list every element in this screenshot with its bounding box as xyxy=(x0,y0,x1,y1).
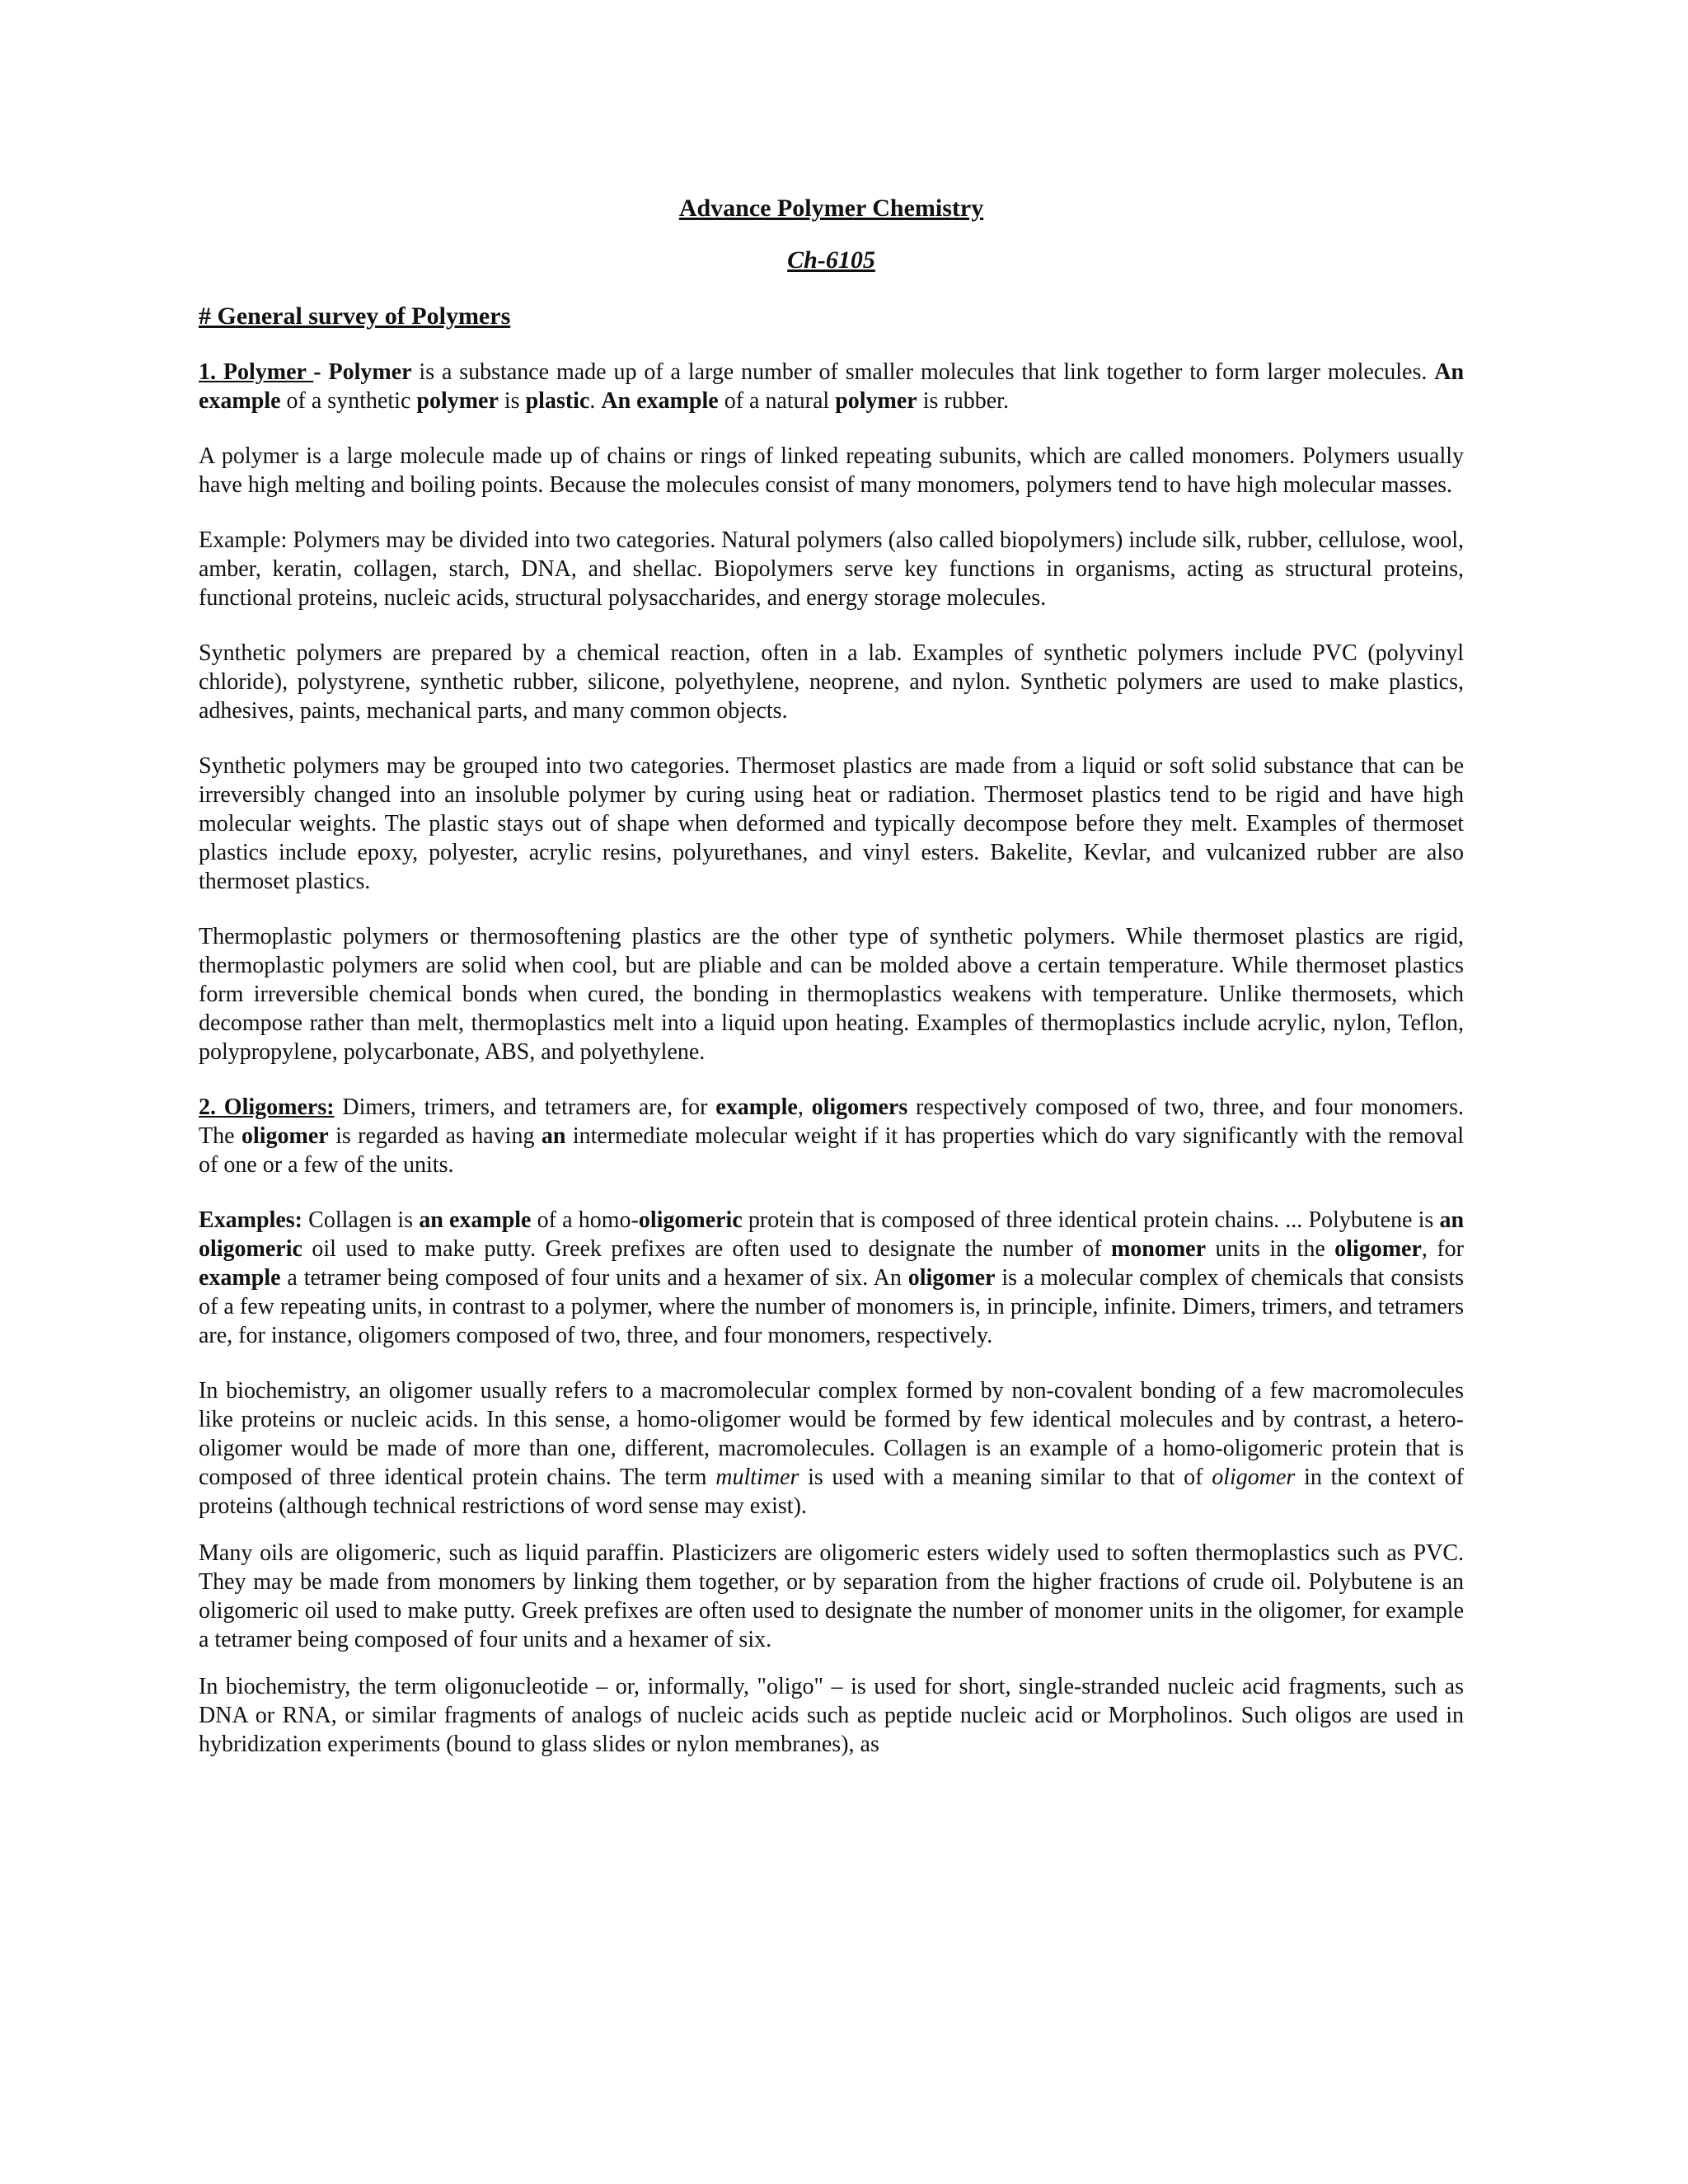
paragraph-thermoplastic-polymers: Thermoplastic polymers or thermosoftening plastics are the other type of synthetic polymers. While thermoset plastics are rigid, thermoplastic polymers are solid when cool, but are pliable and can be molded above a certain temperature. While thermoset plastics form irreversible chemical bonds when cured, the bonding in thermoplastics weakens with temperature. Unlike thermosets, which decompose rather than melt, thermoplastics melt into a liquid upon heating. Examples of thermoplastics include acrylic, nylon, Teflon, polypropylene, polycarbonate, ABS, and polyethylene. xyxy=(199,924,1464,1065)
course-code: Ch-6105 xyxy=(787,246,875,274)
body-text: of a synthetic xyxy=(280,388,417,414)
body-text: Collagen is xyxy=(302,1207,420,1233)
body-text: a tetramer being composed of four units and a hexamer of six. An xyxy=(280,1265,908,1291)
paragraph-thermoset-plastics: Synthetic polymers may be grouped into two categories. Thermoset plastics are made from a liquid or soft solid substance that can be irreversibly changed into an insoluble polymer by curing using heat or radiation. Thermoset plastics tend to be rigid and have high molecular weights. The plastic stays out of shape when deformed and typically decompose before they melt. Examples of thermoset plastics include epoxy, polyester, acrylic resins, polyurethanes, and vinyl esters. Bakelite, Kevlar, and vulcanized rubber are also thermoset plastics. xyxy=(199,753,1464,894)
bold-term: oligomer xyxy=(907,1265,996,1291)
body-text: units in the xyxy=(1206,1236,1335,1262)
body-text: respectively composed of two, three, and four monomers. The xyxy=(199,1094,1464,1149)
bold-term: an example xyxy=(419,1207,532,1233)
body-text: oil used to make putty. Greek prefixes are often used to designate the number of xyxy=(302,1236,1111,1262)
body-text: , xyxy=(797,1094,812,1120)
paragraph-oligomers xyxy=(199,1093,1464,1179)
body-text: is a molecular complex of chemicals that consists of a few repeating units, in contrast to a polymer, where the number of monomers is, in principle, infinite. Dimers, trimers, and tetramers are, for instance, oligomers composed of two, three, and four monomers, respectively. xyxy=(199,1265,1464,1348)
body-text: is rubber. xyxy=(917,388,1009,414)
oligomers-lead-heading: 2. Oligomers: xyxy=(199,1094,335,1120)
bold-term: oligomeric xyxy=(638,1207,743,1233)
bold-term: example xyxy=(715,1094,798,1120)
body-text: . xyxy=(589,388,602,414)
body-text: of a homo- xyxy=(531,1207,639,1233)
bold-term: polymer xyxy=(416,388,499,414)
bold-term: polymer xyxy=(835,388,917,414)
body-text: is xyxy=(498,388,526,414)
paragraph-oligonucleotide: In biochemistry, the term oligonucleotide – or, informally, "oligo" – is used for short, single-stranded nucleic acid fragments, such as DNA or RNA, or similar fragments of analogs of nucleic acids such as peptide nucleic acid or Morpholinos. Such oligos are used in hybridization experiments (bound to glass slides or nylon membranes), as xyxy=(199,1674,1464,1757)
section-heading: # General survey of Polymers xyxy=(199,302,511,330)
bold-term: an xyxy=(1439,1207,1465,1233)
body-text: protein that is composed of three identical protein chains. ... Polybutene is xyxy=(742,1207,1440,1233)
bold-term: An example xyxy=(199,359,1465,414)
bold-term: example xyxy=(199,1265,281,1291)
bold-term: an xyxy=(541,1123,566,1149)
body-text: in the context of proteins (although technical restrictions of word sense may exist). xyxy=(199,1465,1464,1519)
bold-term: An example xyxy=(601,388,719,414)
italic-term: oligomer xyxy=(1212,1465,1296,1490)
body-text: In biochemistry, an oligomer usually refers to a macromolecular complex formed by non-covalent bonding of a few macromolecules like proteins or nucleic acids. In this sense, a homo-oligomer would be formed by few identical molecules and by contrast, a hetero-oligomer would be made of more than one, different, macromolecules. Collagen is an example of a homo-oligomeric protein that is composed of three identical protein chains. The term xyxy=(199,1378,1464,1490)
paragraph-polymer-definition xyxy=(199,358,1464,415)
paragraph-biochemistry-oligomer xyxy=(199,1376,1464,1521)
paragraph-polymer-structure: A polymer is a large molecule made up of chains or rings of linked repeating subunits, which are called monomers. Polymers usually have high melting and boiling points. Because the molecules consist of many monomers, polymers tend to have high molecular masses. xyxy=(199,443,1464,498)
body-text: is used with a meaning similar to that of xyxy=(799,1465,1212,1490)
bold-term: oligomeric xyxy=(199,1236,302,1262)
body-text: of a natural xyxy=(718,388,836,414)
bold-term: monomer xyxy=(1110,1236,1207,1262)
examples-lead-heading: Examples: xyxy=(199,1207,302,1233)
paragraph-natural-polymers: Example: Polymers may be divided into two categories. Natural polymers (also called biopolymers) include silk, rubber, cellulose, wool, amber, keratin, collagen, starch, DNA, and shellac. Biopolymers serve key functions in organisms, acting as structural proteins, functional proteins, nucleic acids, structural polysaccharides, and energy storage molecules. xyxy=(199,527,1464,611)
bold-term: oligomers xyxy=(811,1094,908,1120)
body-text: intermediate molecular weight if it has properties which do vary significantly with the removal of one or a few of the units. xyxy=(199,1123,1465,1178)
paragraph-oligomer-examples xyxy=(199,1206,1464,1350)
paragraph-oligomeric-oils: Many oils are oligomeric, such as liquid paraffin. Plasticizers are oligomeric esters widely used to soften thermoplastics such as PVC. They may be made from monomers by linking them together, or by separation from the higher fractions of crude oil. Polybutene is an oligomeric oil used to make putty. Greek prefixes are often used to designate the number of monomer units in the oligomer, for example a tetramer being composed of four units and a hexamer of six. xyxy=(199,1540,1464,1652)
body-text: Dimers, trimers, and tetramers are, for xyxy=(334,1094,716,1120)
paragraph-synthetic-polymers: Synthetic polymers are prepared by a chemical reaction, often in a lab. Examples of synthetic polymers include PVC (polyvinyl chloride), polystyrene, synthetic rubber, silicone, polyethylene, neoprene, and nylon. Synthetic polymers are used to make plastics, adhesives, paints, mechanical parts, and many common objects. xyxy=(199,640,1464,724)
polymer-lead-heading: 1. Polymer xyxy=(199,359,314,385)
bold-term: oligomer xyxy=(1334,1236,1422,1262)
body-text: is regarded as having xyxy=(328,1123,542,1149)
bold-term: oligomer xyxy=(241,1123,329,1149)
lead-dash: - xyxy=(313,359,329,385)
italic-term: multimer xyxy=(715,1465,799,1490)
body-text: , for xyxy=(1421,1236,1464,1262)
body-text: is a substance made up of a large number of smaller molecules that link together to form larger molecules. xyxy=(411,359,1435,385)
bold-term: Polymer xyxy=(328,359,412,385)
document-title: Advance Polymer Chemistry xyxy=(678,194,984,222)
bold-term: plastic xyxy=(525,388,590,414)
